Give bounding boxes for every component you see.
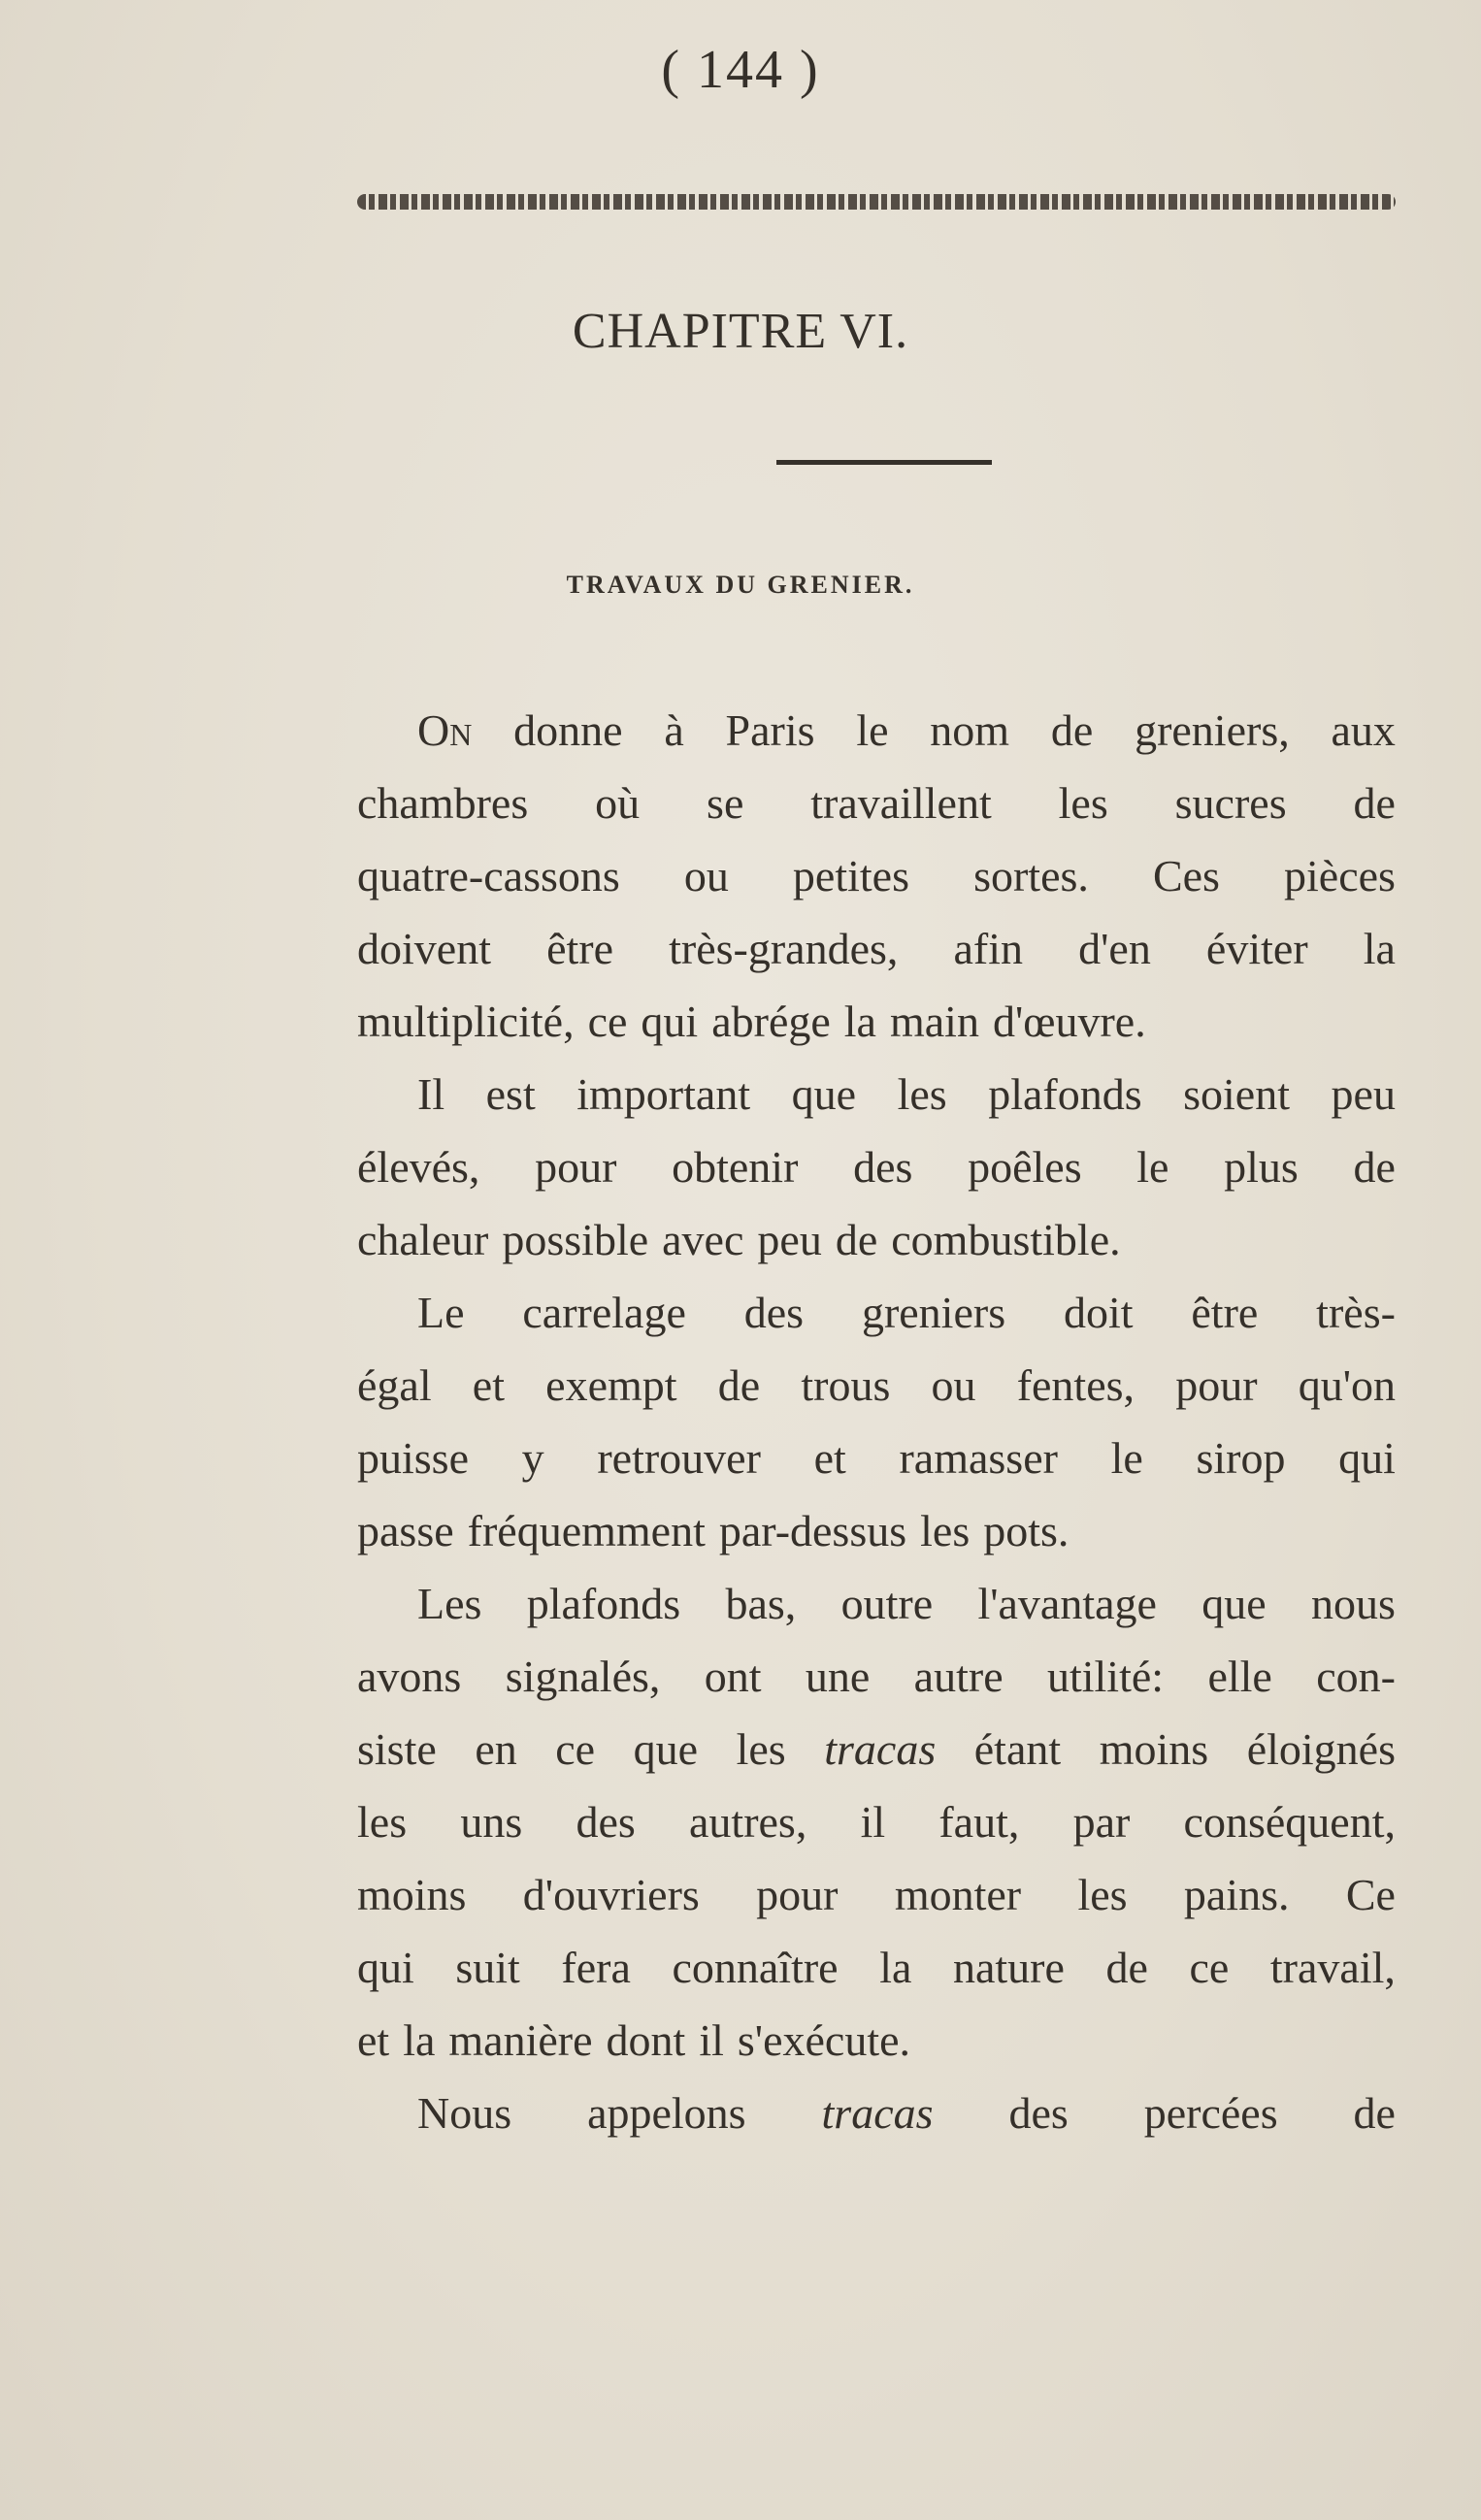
text-line: [357, 1422, 1396, 1494]
word: et: [813, 1433, 846, 1483]
word: d'ouvriers: [522, 1870, 700, 1919]
word: d'œuvre.: [992, 997, 1146, 1046]
word: connaître: [672, 1943, 839, 1992]
text-line: [357, 1276, 1396, 1349]
text-line: [357, 1640, 1396, 1713]
word: qui: [1338, 1433, 1396, 1483]
word: Les: [417, 1579, 482, 1628]
word: plafonds: [526, 1579, 681, 1628]
word: que: [1201, 1579, 1267, 1628]
text-line: [357, 1785, 1396, 1858]
word: nom: [930, 705, 1010, 755]
word: et: [472, 1360, 505, 1410]
word: elle: [1207, 1652, 1272, 1701]
word: le: [856, 705, 889, 755]
word: être: [1191, 1288, 1259, 1337]
word: la: [403, 2015, 436, 2065]
word: fentes,: [1016, 1360, 1135, 1410]
word: peu: [757, 1215, 822, 1264]
text-line: [357, 839, 1396, 912]
page-number: ( 144 ): [661, 40, 820, 100]
word: pièces: [1284, 851, 1396, 900]
text-line: [357, 2077, 1396, 2149]
word: chaleur: [357, 1215, 489, 1264]
text-line: [357, 1058, 1396, 1130]
word: travail,: [1269, 1943, 1396, 1992]
word: être: [546, 924, 614, 973]
word: poêles: [968, 1142, 1082, 1192]
word: doivent: [357, 924, 491, 973]
word: de: [1353, 778, 1396, 828]
word: ce: [555, 1724, 596, 1774]
word: qui: [357, 1943, 414, 1992]
word: afin: [953, 924, 1024, 973]
word: une: [805, 1652, 871, 1701]
word: la: [843, 997, 876, 1046]
text-line: [357, 2004, 1396, 2077]
word: par: [1072, 1797, 1131, 1847]
section-heading: TRAVAUX DU GRENIER.: [566, 571, 915, 599]
word: percées: [1143, 2088, 1278, 2138]
word: y: [521, 1433, 544, 1483]
word: aux: [1331, 705, 1396, 755]
word: obtenir: [672, 1142, 799, 1192]
word: qu'on: [1298, 1360, 1396, 1410]
word: tracas: [824, 1724, 937, 1774]
rule-divider: [776, 460, 992, 465]
word: les: [1058, 778, 1108, 828]
word: avons: [357, 1652, 462, 1701]
word: nature: [952, 1943, 1065, 1992]
word: main: [889, 997, 979, 1046]
text-line: [357, 985, 1396, 1058]
word: ce: [1189, 1943, 1230, 1992]
word: est: [485, 1069, 536, 1119]
word: nous: [1311, 1579, 1396, 1628]
word: ce: [587, 997, 628, 1046]
word: possible: [502, 1215, 649, 1264]
word: que: [633, 1724, 699, 1774]
word: Ces: [1152, 851, 1220, 900]
word: très-grandes,: [669, 924, 899, 973]
word: outre: [840, 1579, 934, 1628]
text-line: [357, 767, 1396, 839]
text-line: [357, 1130, 1396, 1203]
word: Il: [417, 1069, 445, 1119]
word: combustible.: [891, 1215, 1121, 1264]
word: ont: [704, 1652, 762, 1701]
word: tracas: [821, 2088, 934, 2138]
word: égal: [357, 1360, 432, 1410]
word: pains.: [1183, 1870, 1290, 1919]
word: plus: [1224, 1142, 1299, 1192]
word: pots.: [983, 1506, 1070, 1555]
text-line: [357, 1567, 1396, 1640]
word: des: [1008, 2088, 1069, 2138]
word: abrége: [711, 997, 831, 1046]
word: de: [1353, 2088, 1396, 2138]
word: il: [699, 2015, 724, 2065]
word: puisse: [357, 1433, 469, 1483]
word: bas,: [725, 1579, 797, 1628]
word: avec: [662, 1215, 744, 1264]
text-line: [357, 1858, 1396, 1931]
word: se: [707, 778, 744, 828]
word: ramasser: [899, 1433, 1058, 1483]
word: s'exécute.: [737, 2015, 911, 2065]
word: les: [1077, 1870, 1128, 1919]
word: retrouver: [597, 1433, 761, 1483]
word: fera: [561, 1943, 631, 1992]
word: la: [1363, 924, 1396, 973]
word: plafonds: [988, 1069, 1142, 1119]
word: doit: [1063, 1288, 1134, 1337]
word: fréquemment: [467, 1506, 706, 1555]
word: quatre-cassons: [357, 851, 620, 900]
word: multiplicité,: [357, 997, 575, 1046]
word: très-: [1316, 1288, 1396, 1337]
word: les: [736, 1724, 786, 1774]
word: passe: [357, 1506, 454, 1555]
word: où: [595, 778, 641, 828]
word: important: [576, 1069, 751, 1119]
text-line: [357, 1931, 1396, 2004]
word: élevés,: [357, 1142, 480, 1192]
text-line: [357, 1349, 1396, 1422]
text-line: [357, 1494, 1396, 1567]
word: petites: [792, 851, 909, 900]
word: qui: [641, 997, 699, 1046]
word: moins: [357, 1870, 467, 1919]
word: donne: [513, 705, 623, 755]
word: pour: [1175, 1360, 1258, 1410]
word: ou: [683, 851, 729, 900]
word: de: [717, 1360, 761, 1410]
word: sucres: [1174, 778, 1287, 828]
word: con-: [1316, 1652, 1396, 1701]
word: sirop: [1196, 1433, 1286, 1483]
word: faut,: [938, 1797, 1020, 1847]
word: manière: [448, 2015, 593, 2065]
word: pour: [535, 1142, 617, 1192]
word: des: [743, 1288, 805, 1337]
word: que: [791, 1069, 857, 1119]
word: de: [835, 1215, 878, 1264]
word: carrelage: [522, 1288, 686, 1337]
word: étant: [973, 1724, 1062, 1774]
word: moins: [1099, 1724, 1209, 1774]
word: siste: [357, 1724, 437, 1774]
word: autres,: [689, 1797, 807, 1847]
word: les: [920, 1506, 971, 1555]
word: peu: [1331, 1069, 1396, 1119]
word: trous: [801, 1360, 891, 1410]
text-line: [357, 1203, 1396, 1276]
word: soient: [1183, 1069, 1291, 1119]
word: chambres: [357, 778, 529, 828]
word: et: [357, 2015, 390, 2065]
word: la: [879, 1943, 912, 1992]
word: travaillent: [810, 778, 992, 828]
word: Le: [417, 1288, 465, 1337]
word: il: [860, 1797, 886, 1847]
chapter-title: CHAPITRE VI.: [572, 304, 909, 359]
word: Paris: [725, 705, 815, 755]
word: Ce: [1345, 1870, 1396, 1919]
word: pour: [756, 1870, 839, 1919]
word: le: [1136, 1142, 1169, 1192]
word: par-dessus: [718, 1506, 907, 1555]
word: dont: [606, 2015, 686, 2065]
ornamental-divider: [357, 194, 1396, 210]
word: monter: [894, 1870, 1022, 1919]
word: greniers,: [1135, 705, 1290, 755]
word: de: [1105, 1943, 1148, 1992]
word: On: [417, 705, 473, 755]
text-line: [357, 912, 1396, 985]
word: d'en: [1078, 924, 1151, 973]
word: en: [475, 1724, 517, 1774]
word: autre: [913, 1652, 1004, 1701]
word: l'avantage: [977, 1579, 1157, 1628]
word: les: [897, 1069, 947, 1119]
word: sortes.: [973, 851, 1089, 900]
text-line: [357, 694, 1396, 767]
word: éviter: [1205, 924, 1308, 973]
word: appelons: [587, 2088, 746, 2138]
word: exempt: [545, 1360, 677, 1410]
word: uns: [460, 1797, 523, 1847]
body-text: [357, 694, 1396, 2149]
text-line: [357, 1713, 1396, 1785]
word: éloignés: [1246, 1724, 1396, 1774]
word: conséquent,: [1183, 1797, 1396, 1847]
word: des: [853, 1142, 913, 1192]
word: suit: [455, 1943, 520, 1992]
word: utilité:: [1046, 1652, 1165, 1701]
word: signalés,: [505, 1652, 661, 1701]
word: de: [1050, 705, 1094, 755]
word: les: [357, 1797, 408, 1847]
word: le: [1110, 1433, 1143, 1483]
word: Nous: [417, 2088, 512, 2138]
word: greniers: [861, 1288, 1006, 1337]
word: des: [576, 1797, 636, 1847]
word: ou: [931, 1360, 976, 1410]
word: à: [664, 705, 684, 755]
word: de: [1353, 1142, 1396, 1192]
